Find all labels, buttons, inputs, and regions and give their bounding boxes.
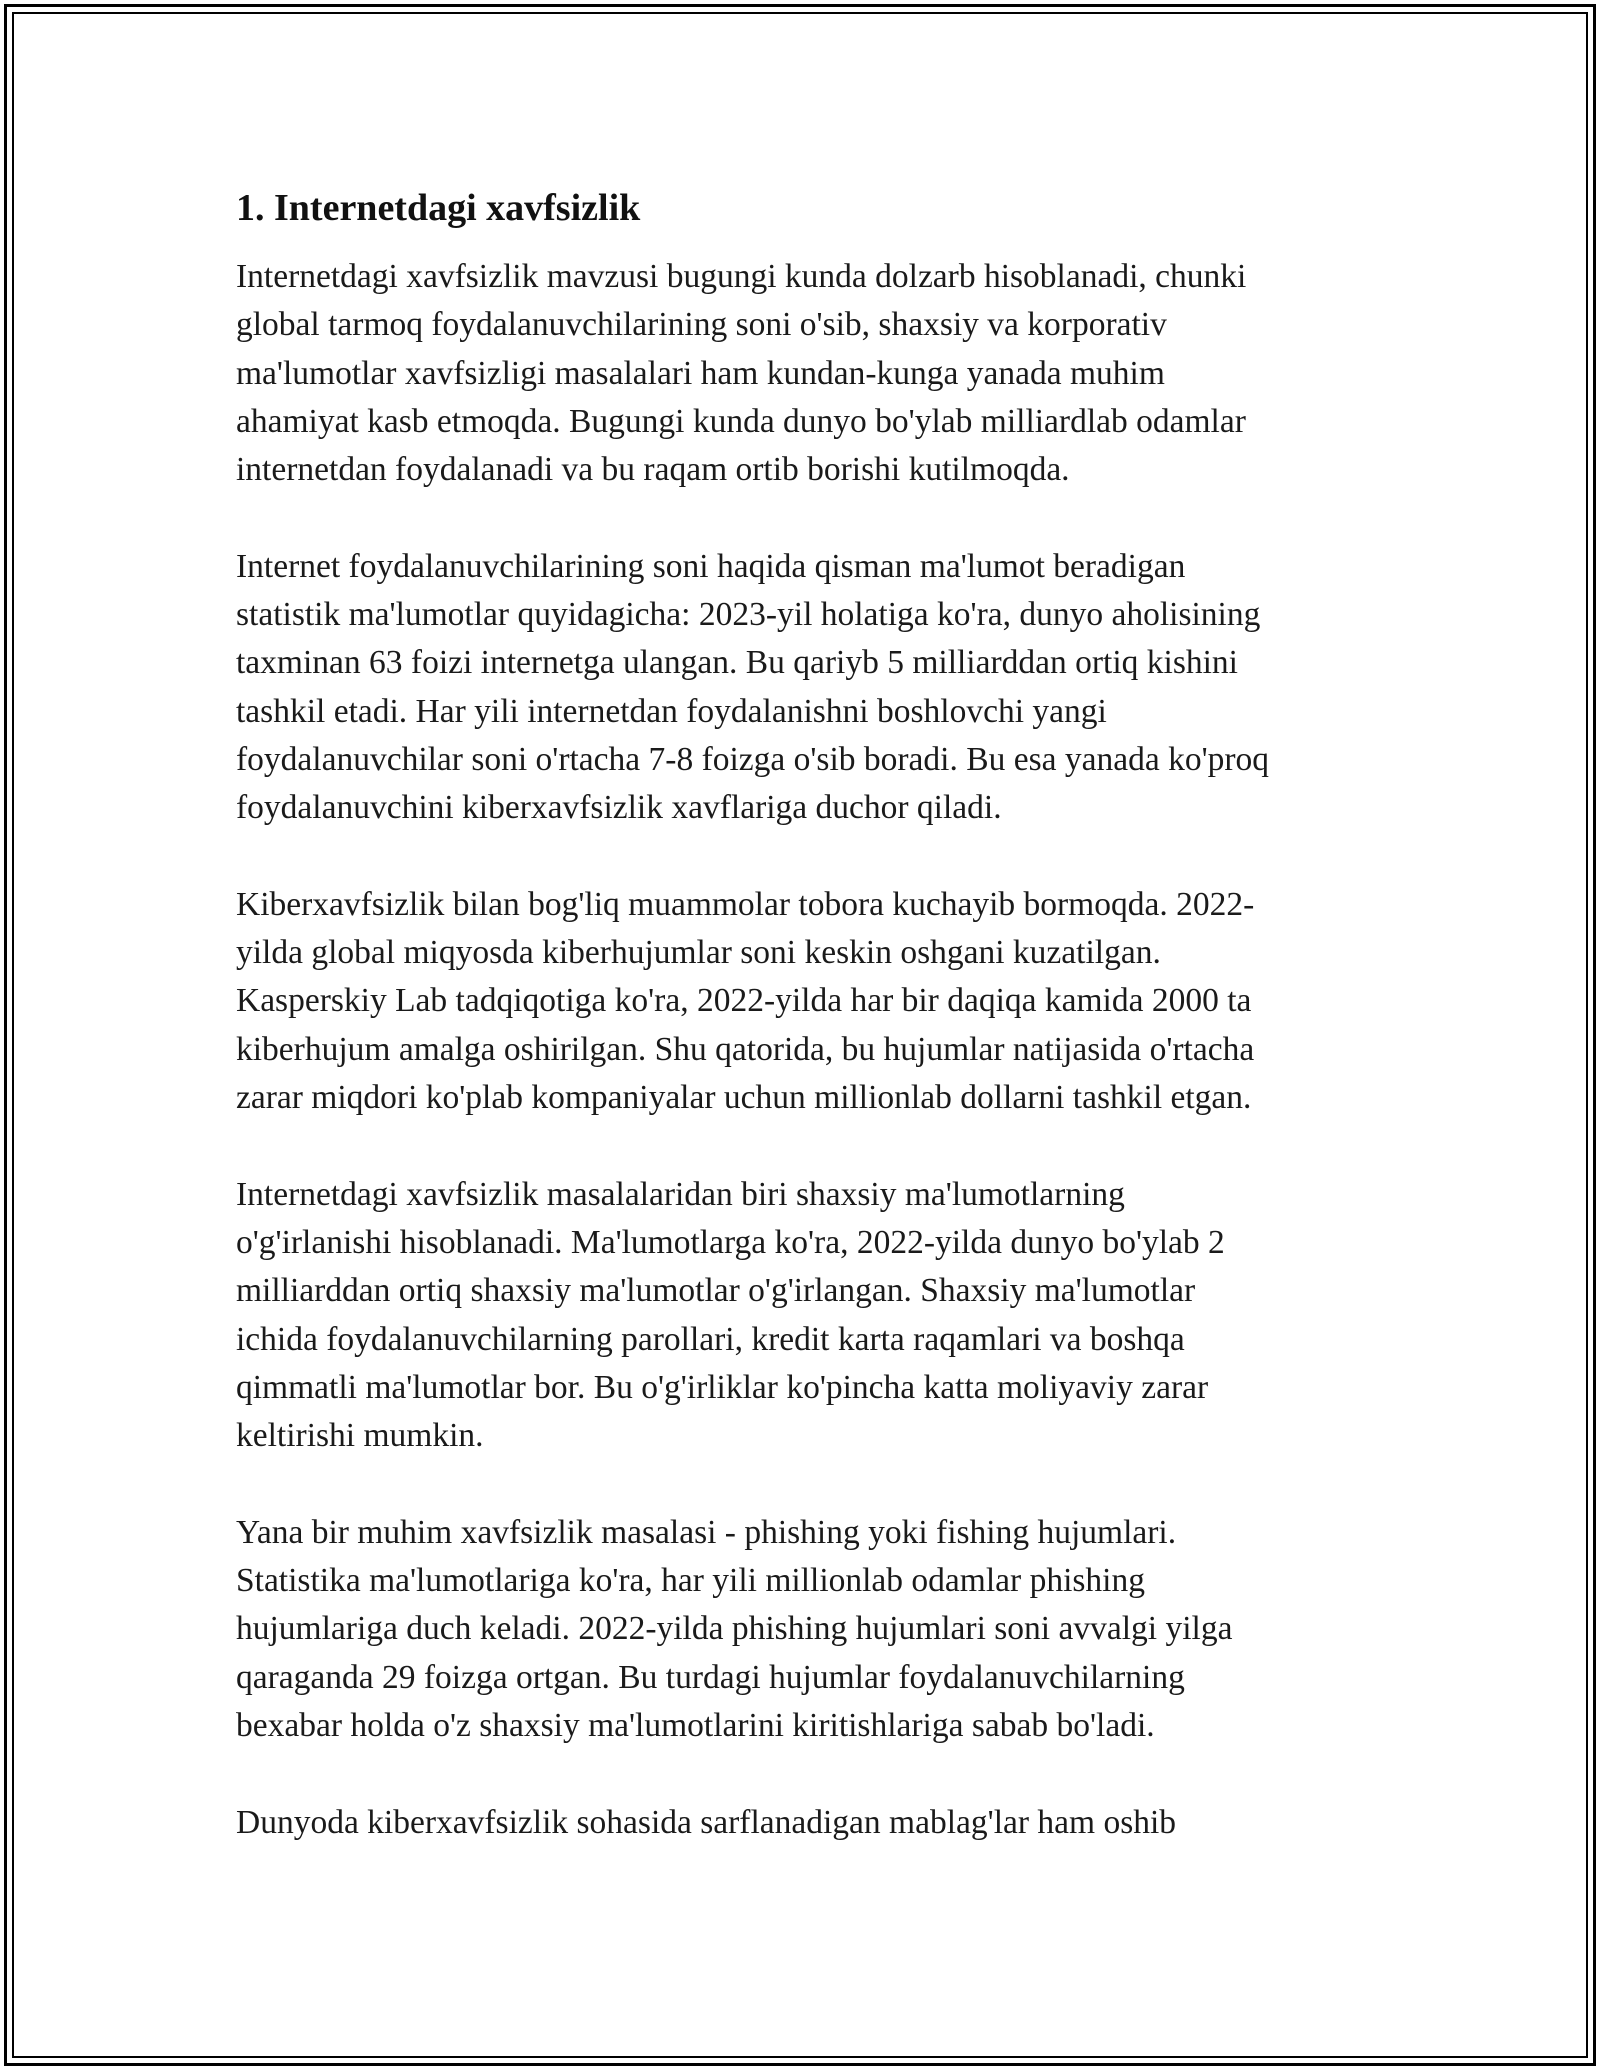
document-body — [236, 184, 1396, 1895]
paragraph: Dunyoda kiberxavfsizlik sohasida sarflanadigan mablag'lar ham oshib — [236, 1803, 1177, 1841]
section-heading: 1. Internetdagi xavfsizlik — [236, 187, 641, 229]
paragraph: Yana bir muhim xavfsizlik masalasi - phishing yoki fishing hujumlari. Statistika ma'lumotlariga ko'ra, har yili millionlab odamlar phishing hujumlariga duch keladi. 2022-yilda phishing hujumlari soni avvalgi yilga qaraganda 29 foizga ortgan. Bu turdagi hujumlar foydalanuvchilarning bexabar holda o'z shaxsiy ma'lumotlarini kiritishlariga sabab bo'ladi. — [236, 1513, 1233, 1744]
paragraph: Internet foydalanuvchilarining soni haqida qisman ma'lumot beradigan statistik ma'lumotlar quyidagicha: 2023-yil holatiga ko'ra, dunyo aholisining taxminan 63 foizi internetga ulangan. Bu qariyb 5 milliarddan ortiq kishini tashkil etadi. Har yili internetdan foydalanishni boshlovchi yangi foydalanuvchilar soni o'rtacha 7-8 foizga o'sib boradi. Bu esa yanada ko'proq foydalanuvchini kiberxavfsizlik xavflariga duchor qiladi. — [236, 547, 1270, 827]
paragraph: Kiberxavfsizlik bilan bog'liq muammolar tobora kuchayib bormoqda. 2022- yilda global miqyosda kiberhujumlar soni keskin oshgani kuzatilgan. Kasperskiy Lab tadqiqotiga ko'ra, 2022-yilda har bir daqiqa kamida 2000 ta kiberhujum amalga oshirilgan. Shu qatorida, bu hujumlar natijasida o'rtacha zarar miqdori ko'plab kompaniyalar uchun millionlab dollarni tashkil etgan. — [236, 885, 1255, 1117]
paragraph: Internetdagi xavfsizlik mavzusi bugungi kunda dolzarb hisoblanadi, chunki global tarmoq foydalanuvchilarining soni o'sib, shaxsiy va korporativ ma'lumotlar xavfsizligi masalalari ham kundan-kunga yanada muhim ahamiyat kasb etmoqda. Bugungi kunda dunyo bo'ylab milliardlab odamlar internetdan foydalanadi va bu raqam ortib borishi kutilmoqda. — [236, 258, 1247, 489]
paragraph: Internetdagi xavfsizlik masalalaridan biri shaxsiy ma'lumotlarning o'g'irlanishi hisoblanadi. Ma'lumotlarga ko'ra, 2022-yilda dunyo bo'ylab 2 milliarddan ortiq shaxsiy ma'lumotlar o'g'irlangan. Shaxsiy ma'lumotlar ichida foydalanuvchilarning parollari, kredit karta raqamlari va boshqa qimmatli ma'lumotlar bor. Bu o'g'irliklar ko'pincha katta moliyaviy zarar keltirishi mumkin. — [236, 1175, 1225, 1455]
